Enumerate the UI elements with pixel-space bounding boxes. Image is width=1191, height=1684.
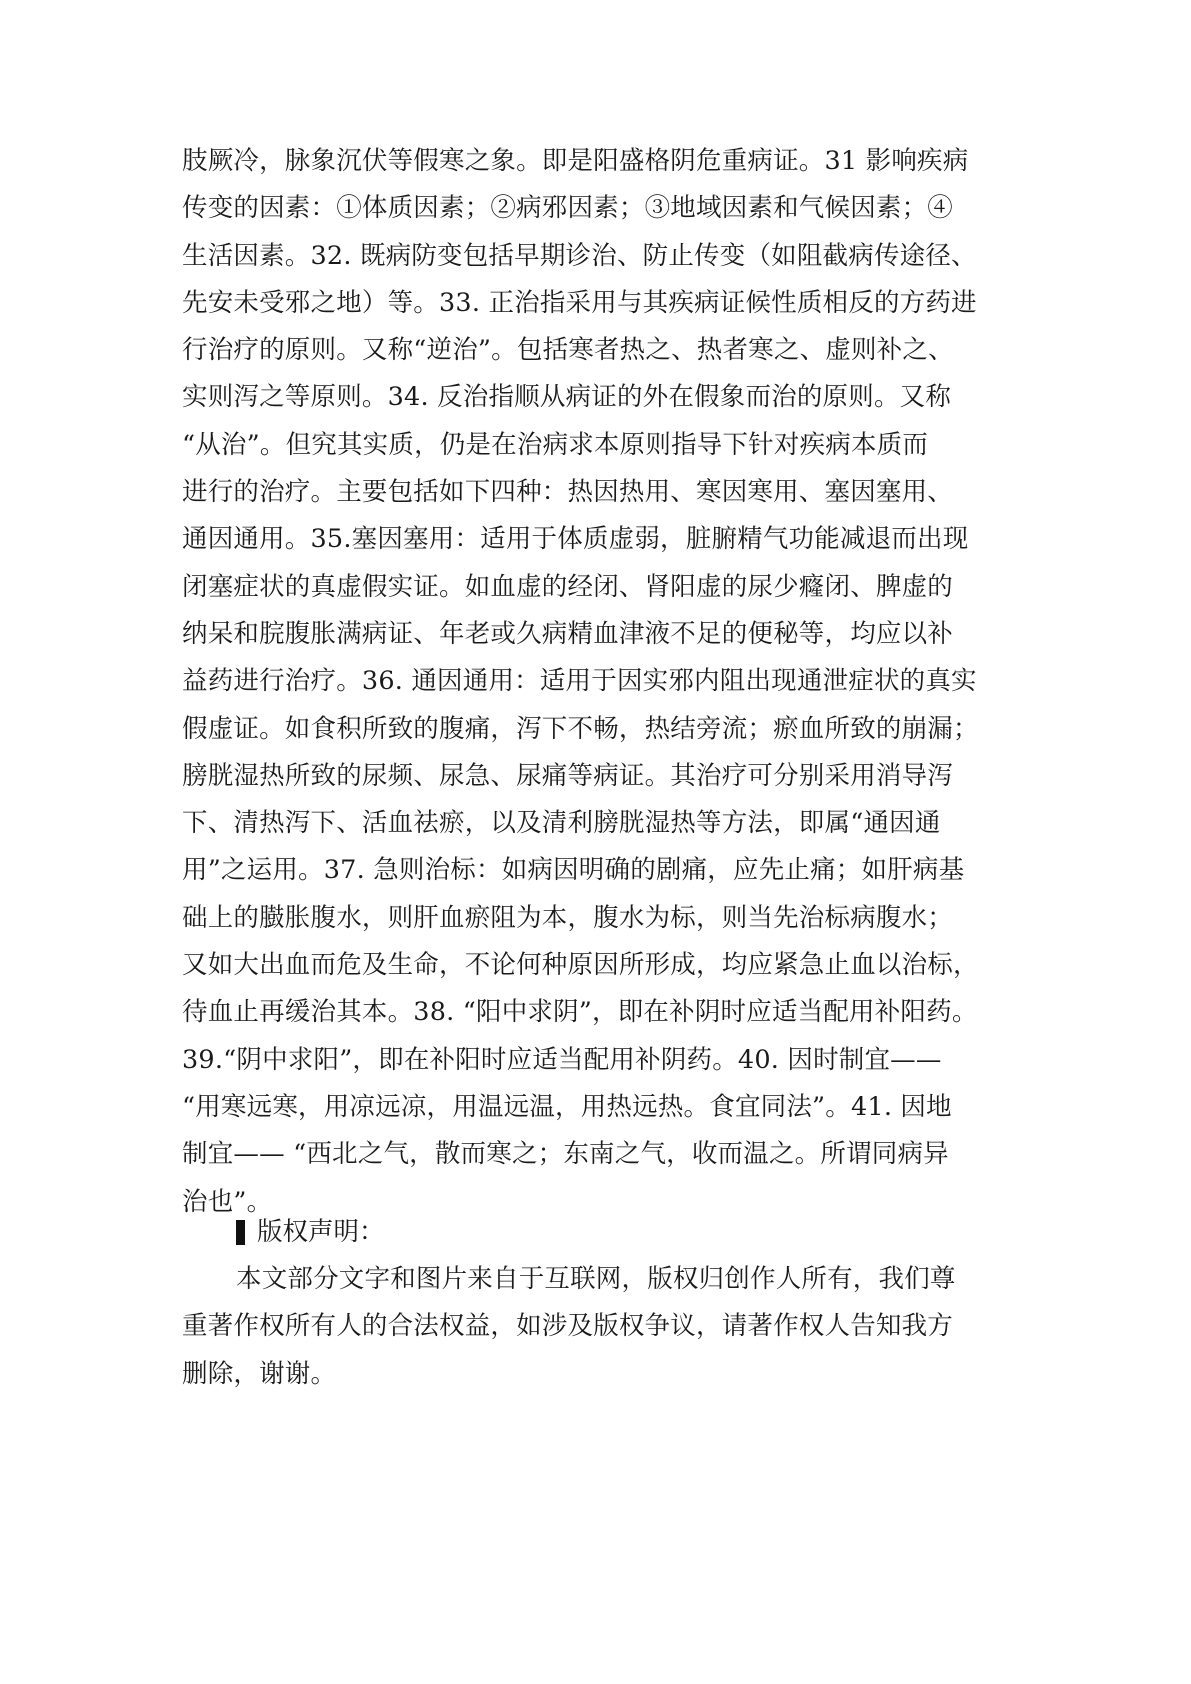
copyright-heading-text: 版权声明： [257,1217,385,1247]
copyright-notice [182,1256,1062,1398]
body-line: 进行的治疗。主要包括如下四种：热因热用、寒因寒用、塞因塞用、 [182,477,954,508]
body-line: 用”之运用。37. 急则治标：如病因明确的剧痛，应先止痛；如肝病基 [182,855,965,886]
body-line: 闭塞症状的真虚假实证。如血虚的经闭、肾阳虚的尿少癃闭、脾虚的 [182,571,954,602]
body-line: 又如大出血而危及生命，不论何种原因所形成，均应紧急止血以治标， [182,950,979,981]
body-line: 待血止再缓治其本。38. “阳中求阴”，即在补阴时应适当配用补阳药。 [182,997,978,1028]
body-line: 实则泻之等原则。34. 反治指顺从病证的外在假象而治的原则。又称 [182,382,952,413]
body-line: 肢厥冷，脉象沉伏等假寒之象。即是阳盛格阴危重病证。31 影响疾病 [182,146,969,176]
body-line: 益药进行治疗。36. 通因通用：适用于因实邪内阻出现通泄症状的真实 [182,666,977,697]
body-line: 础上的臌胀腹水，则肝血瘀阻为本，腹水为标，则当先治标病腹水； [182,902,954,933]
copyright-heading [236,1209,385,1256]
body-line: 先安未受邪之地）等。33. 正治指采用与其疾病证候性质相反的方药进 [182,287,977,318]
body-line: 生活因素。32. 既病防变包括早期诊治、防止传变（如阻截病传途径、 [182,240,977,271]
heading-marker-icon [236,1220,245,1245]
body-line: 行治疗的原则。又称“逆治”。包括寒者热之、热者寒之、虚则补之、 [182,335,954,366]
body-line: “用寒远寒，用凉远凉，用温远温，用热远热。食宜同法”。41. 因地 [182,1091,952,1122]
body-line: 通因通用。35.塞因塞用：适用于体质虚弱，脏腑精气功能减退而出现 [182,524,969,555]
notice-line: 重著作权所有人的合法权益，如涉及版权争议，请著作权人告知我方 [182,1311,954,1342]
body-line: 膀胱湿热所致的尿频、尿急、尿痛等病证。其治疗可分别采用消导泻 [182,760,954,791]
notice-line: 删除，谢谢。 [182,1358,337,1389]
body-line: 治也”。 [182,1186,273,1217]
body-line: 下、清热泻下、活血祛瘀，以及清利膀胱湿热等方法，即属“通因通 [182,808,941,839]
body-line: 假虚证。如食积所致的腹痛，泻下不畅，热结旁流；瘀血所致的崩漏； [182,713,979,744]
notice-line: 本文部分文字和图片来自于互联网，版权归创作人所有，我们尊 [236,1264,956,1294]
body-line: 传变的因素：①体质因素；②病邪因素；③地域因素和气候因素；④ [182,193,954,224]
body-line: “从治”。但究其实质，仍是在治病求本原则指导下针对疾病本质而 [182,429,929,460]
body-line: 制宜—— “西北之气，散而寒之；东南之气，收而温之。所谓同病异 [182,1139,949,1170]
body-line: 39.“阴中求阳”，即在补阳时应适当配用补阴药。40. 因时制宜—— [182,1044,942,1075]
body-text [182,138,1062,1226]
body-line: 纳呆和脘腹胀满病证、年老或久病精血津液不足的便秘等，均应以补 [182,618,954,649]
